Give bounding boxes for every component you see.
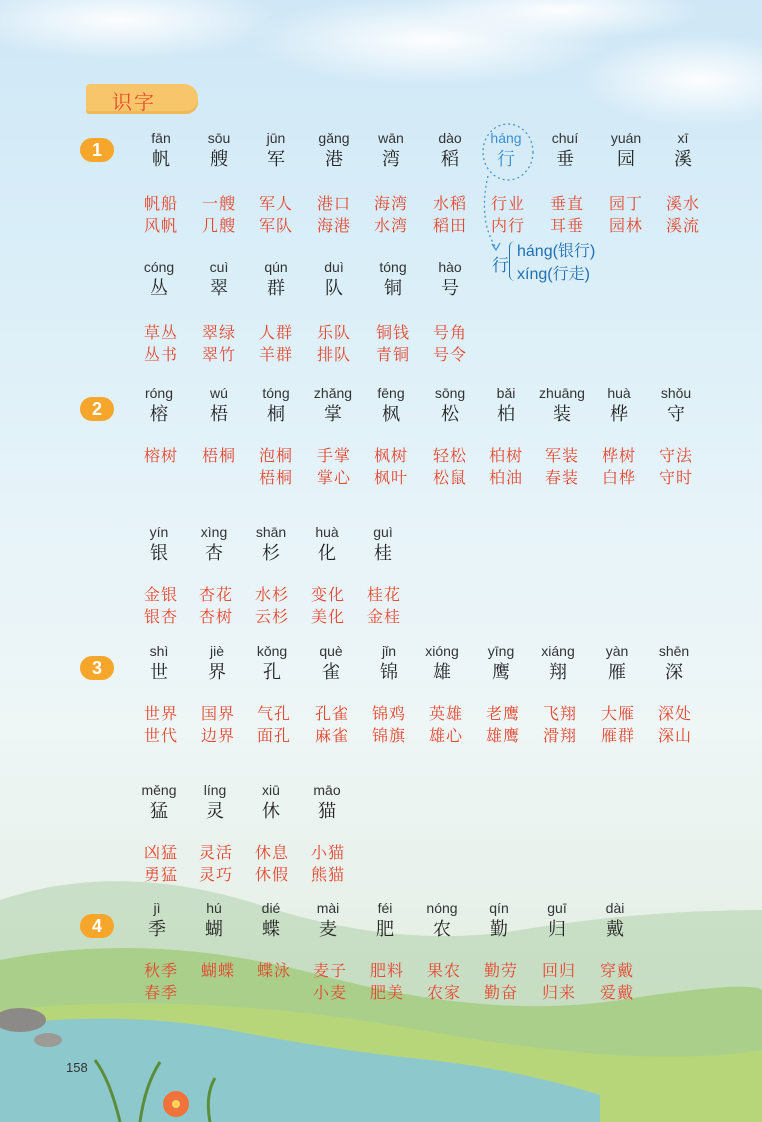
character-cell: hú 蝴: [205, 900, 223, 940]
character-cell: róng 榕: [144, 385, 174, 425]
polyphone-reading-1: háng(银行): [517, 241, 596, 260]
character-cell: bǎi 柏: [496, 385, 516, 425]
word-column: 园丁 园林: [608, 194, 643, 235]
word-column: 桦树 白桦: [601, 446, 636, 487]
word-column: 柏树 柏油: [488, 446, 523, 487]
word-column: 英雄 雄心: [428, 704, 463, 745]
section-title: 识字: [112, 90, 156, 114]
character-cell: nóng 农: [426, 900, 458, 940]
word-column: 枫树 枫叶: [373, 446, 408, 487]
word-column: 水杉 云杉: [254, 585, 289, 626]
word-column: 梧桐: [201, 446, 236, 465]
word-column: 泡桐 梧桐: [258, 446, 293, 487]
character-cell: yín 银: [149, 524, 169, 564]
word-column: 金银 银杏: [143, 585, 178, 626]
word-column: 老鹰 雄鹰: [485, 704, 520, 745]
word-column: 孔雀 麻雀: [314, 704, 349, 745]
character-cell: hào 号: [438, 259, 462, 299]
word-column: 垂直 耳垂: [549, 194, 584, 235]
section-title-badge: [86, 84, 198, 114]
word-column: 麦子 小麦: [312, 961, 347, 1002]
word-column: 秋季 春季: [143, 961, 178, 1002]
character-cell: cuì 翠: [209, 259, 229, 299]
character-cell: xiáng 翔: [541, 643, 575, 683]
character-cell: chuí 垂: [551, 130, 579, 170]
character-cell: zhǎng 掌: [313, 385, 353, 425]
word-column: 手掌 掌心: [316, 446, 351, 487]
word-column: 乐队 排队: [316, 323, 351, 364]
character-cell: gǎng 港: [318, 130, 350, 170]
word-column: 轻松 松鼠: [432, 446, 467, 487]
word-column: 蝶泳: [256, 961, 291, 980]
word-column: 穿戴 爱戴: [599, 961, 634, 1002]
word-column: 锦鸡 锦旗: [371, 704, 406, 745]
word-column: 变化 美化: [310, 585, 345, 626]
character-cell: dài 戴: [605, 900, 625, 940]
character-cell: shì 世: [149, 643, 169, 683]
character-cell-highlighted: háng 行: [490, 130, 522, 170]
word-column: 人群 羊群: [258, 323, 293, 364]
character-cell: xī 溪: [674, 130, 692, 170]
word-column: 大雁 雁群: [600, 704, 635, 745]
character-cell: wān 湾: [378, 130, 404, 170]
page-number: 158: [66, 1060, 88, 1075]
word-column: 蝴蝶: [200, 961, 235, 980]
brace-icon: [509, 241, 516, 281]
lesson-number-2: 2: [80, 397, 114, 421]
polyphone-char: 行: [492, 256, 509, 276]
word-column: 气孔 面孔: [256, 704, 291, 745]
word-column: 号角 号令: [432, 323, 467, 364]
character-cell: jì 季: [148, 900, 166, 940]
word-column: 帆船 风帆: [143, 194, 178, 235]
character-cell: mài 麦: [316, 900, 340, 940]
character-cell: jūn 军: [266, 130, 286, 170]
word-column: 榕树: [143, 446, 178, 465]
character-cell: tóng 桐: [262, 385, 290, 425]
word-column: 深处 深山: [657, 704, 692, 745]
word-column: 休息 休假: [254, 843, 289, 884]
word-column: 世界 世代: [143, 704, 178, 745]
lesson-number-1: 1: [80, 138, 114, 162]
character-cell: wú 梧: [210, 385, 228, 425]
character-cell: xióng 雄: [425, 643, 459, 683]
character-cell: shǒu 守: [660, 385, 692, 425]
character-cell: xìng 杏: [200, 524, 228, 564]
character-cell: qún 群: [264, 259, 288, 299]
character-cell: fēng 枫: [377, 385, 405, 425]
character-cell: kǒng 孔: [256, 643, 288, 683]
word-column: 溪水 溪流: [665, 194, 700, 235]
word-column: 海湾 水湾: [373, 194, 408, 235]
word-column: 守法 守时: [658, 446, 693, 487]
character-cell: sōng 松: [434, 385, 466, 425]
word-column: 国界 边界: [200, 704, 235, 745]
character-cell: féi 肥: [376, 900, 394, 940]
word-column: 翠绿 翠竹: [201, 323, 236, 364]
character-cell: dào 稻: [438, 130, 462, 170]
word-column: 桂花 金桂: [366, 585, 401, 626]
character-cell: dié 蝶: [261, 900, 281, 940]
lesson-number-3: 3: [80, 656, 114, 680]
word-column: 飞翔 滑翔: [542, 704, 577, 745]
character-cell: tóng 铜: [379, 259, 407, 299]
word-column: 军装 春装: [544, 446, 579, 487]
word-column: 一艘 几艘: [201, 194, 236, 235]
character-cell: fān 帆: [151, 130, 171, 170]
character-cell: duì 队: [324, 259, 344, 299]
character-cell: māo 猫: [313, 782, 341, 822]
character-cell: cóng 丛: [143, 259, 175, 299]
character-cell: sōu 艘: [207, 130, 231, 170]
word-column: 行业 内行: [490, 194, 525, 235]
character-cell: guì 桂: [373, 524, 393, 564]
character-cell: jǐn 锦: [380, 643, 398, 683]
word-column: 军人 军队: [258, 194, 293, 235]
word-column: 小猫 熊猫: [310, 843, 345, 884]
character-cell: jiè 界: [208, 643, 226, 683]
character-cell: yīng 鹰: [487, 643, 515, 683]
character-cell: měng 猛: [141, 782, 177, 822]
word-column: 水稻 稻田: [432, 194, 467, 235]
character-cell: qín 勤: [489, 900, 509, 940]
polyphone-reading-2: xíng(行走): [517, 264, 590, 283]
word-column: 勤劳 勤奋: [483, 961, 518, 1002]
word-column: 草丛 丛书: [143, 323, 178, 364]
character-cell: yàn 雁: [605, 643, 629, 683]
word-column: 回归 归来: [541, 961, 576, 1002]
word-column: 杏花 杏树: [198, 585, 233, 626]
word-column: 果农 农家: [426, 961, 461, 1002]
character-cell: què 雀: [319, 643, 343, 683]
word-column: 港口 海港: [316, 194, 351, 235]
character-cell: guī 归: [547, 900, 567, 940]
character-cell: zhuāng 装: [539, 385, 585, 425]
word-column: 灵活 灵巧: [198, 843, 233, 884]
character-cell: líng 灵: [203, 782, 227, 822]
word-column: 肥料 肥美: [369, 961, 404, 1002]
character-cell: yuán 园: [610, 130, 642, 170]
character-cell: huà 桦: [607, 385, 631, 425]
character-cell: xiū 休: [262, 782, 280, 822]
character-cell: shēn 深: [658, 643, 690, 683]
character-cell: shān 杉: [255, 524, 287, 564]
word-column: 铜钱 青铜: [375, 323, 410, 364]
lesson-number-4: 4: [80, 914, 114, 938]
character-cell: huà 化: [315, 524, 339, 564]
word-column: 凶猛 勇猛: [143, 843, 178, 884]
